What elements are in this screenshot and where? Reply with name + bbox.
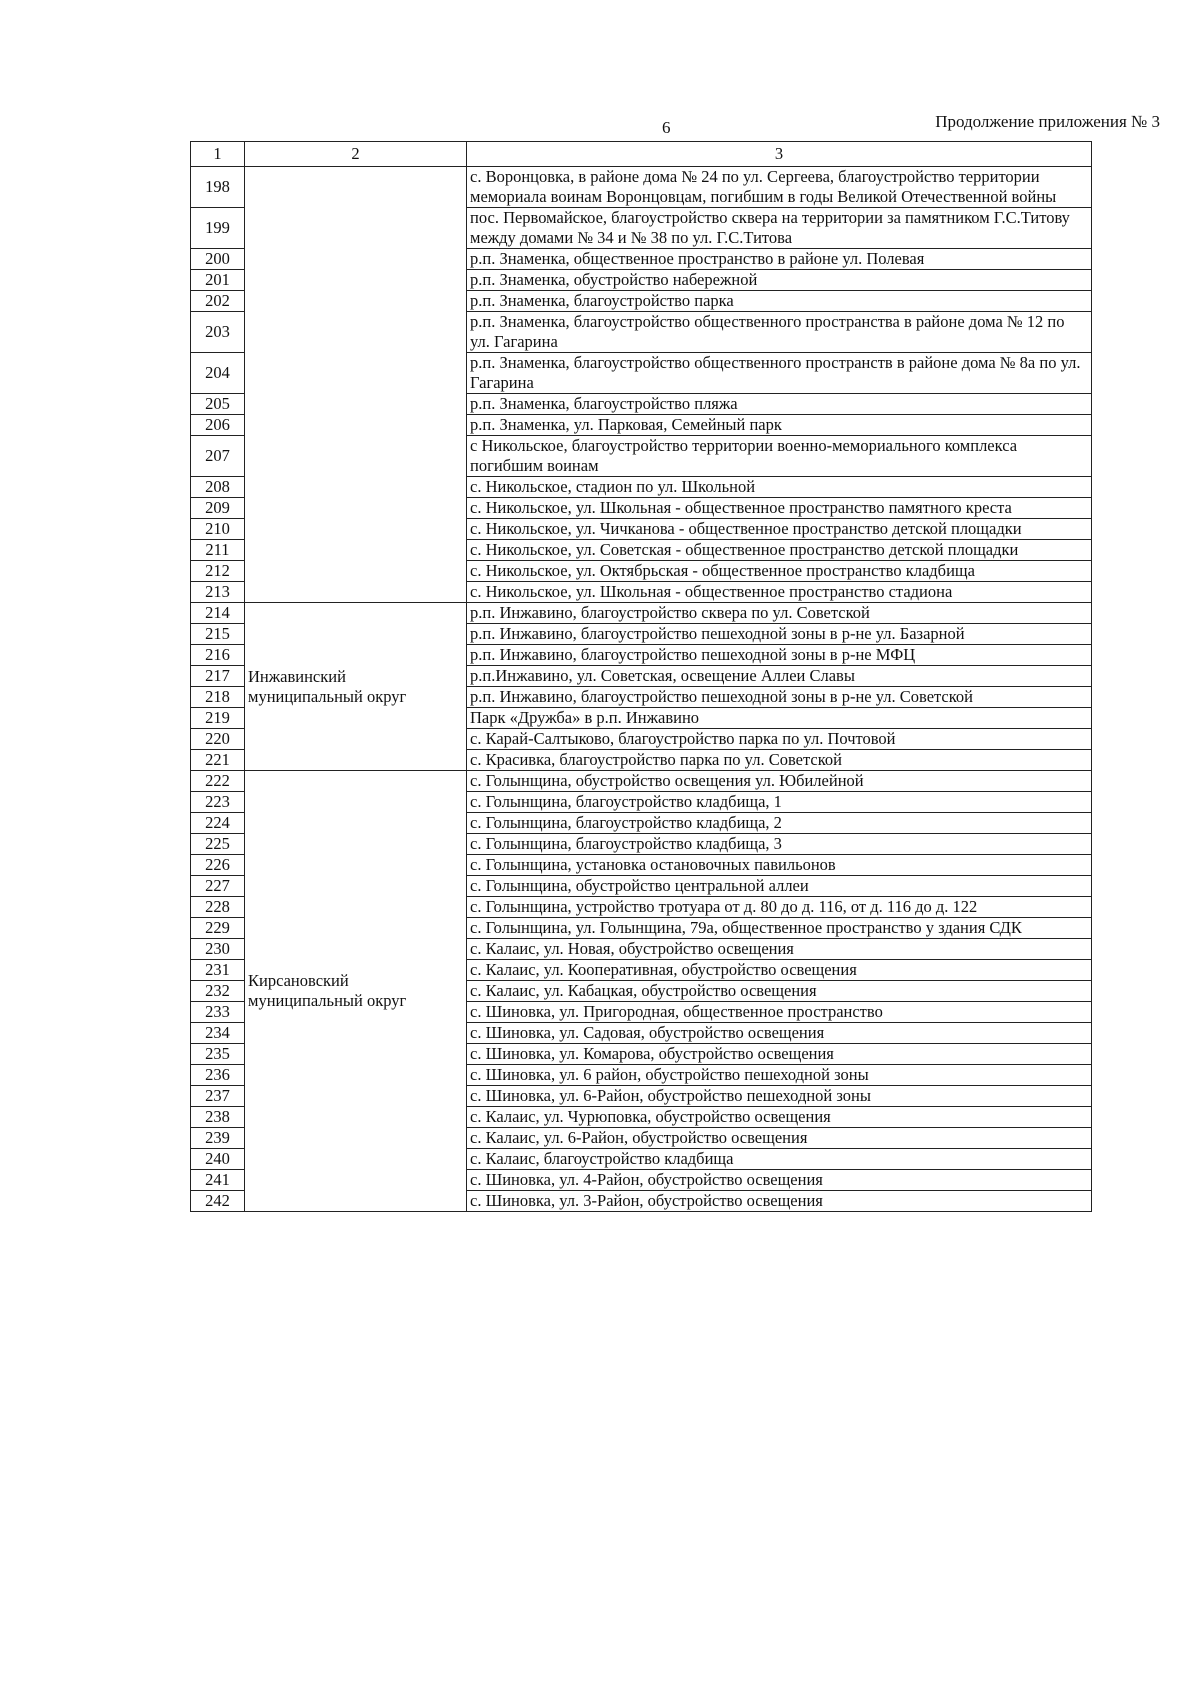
table-row bbox=[191, 603, 1092, 624]
row-number: 225 bbox=[191, 834, 245, 855]
row-number: 234 bbox=[191, 1023, 245, 1044]
object-description: с. Калаис, ул. Чурюповка, обустройство освещения bbox=[467, 1107, 1092, 1128]
row-number: 209 bbox=[191, 498, 245, 519]
object-description: с. Шиновка, ул. 4-Район, обустройство освещения bbox=[467, 1170, 1092, 1191]
object-description: с. Никольское, стадион по ул. Школьной bbox=[467, 477, 1092, 498]
object-description: р.п.Инжавино, ул. Советская, освещение Аллеи Славы bbox=[467, 666, 1092, 687]
row-number: 231 bbox=[191, 960, 245, 981]
object-description: р.п. Знаменка, благоустройство общественного пространства в районе дома № 12 по ул. Гагарина bbox=[467, 312, 1092, 353]
object-description: с. Никольское, ул. Октябрьская - общественное пространство кладбища bbox=[467, 561, 1092, 582]
object-description: с. Голынщина, обустройство освещения ул. Юбилейной bbox=[467, 771, 1092, 792]
row-number: 233 bbox=[191, 1002, 245, 1023]
municipality-cell: Кирсановский муниципальный округ bbox=[245, 771, 467, 1212]
object-description: с. Голынщина, установка остановочных павильонов bbox=[467, 855, 1092, 876]
row-number: 202 bbox=[191, 291, 245, 312]
row-number: 220 bbox=[191, 729, 245, 750]
row-number: 214 bbox=[191, 603, 245, 624]
row-number: 210 bbox=[191, 519, 245, 540]
object-description: с. Шиновка, ул. Пригородная, общественное пространство bbox=[467, 1002, 1092, 1023]
object-description: Парк «Дружба» в р.п. Инжавино bbox=[467, 708, 1092, 729]
row-number: 239 bbox=[191, 1128, 245, 1149]
object-description: с. Голынщина, ул. Голынщина, 79а, общественное пространство у здания СДК bbox=[467, 918, 1092, 939]
object-description: с. Голынщина, устройство тротуара от д. 80 до д. 116, от д. 116 до д. 122 bbox=[467, 897, 1092, 918]
object-description: с. Шиновка, ул. Комарова, обустройство освещения bbox=[467, 1044, 1092, 1065]
object-description: р.п. Знаменка, обустройство набережной bbox=[467, 270, 1092, 291]
object-description: р.п. Инжавино, благоустройство сквера по ул. Советской bbox=[467, 603, 1092, 624]
row-number: 211 bbox=[191, 540, 245, 561]
object-description: р.п. Знаменка, благоустройство парка bbox=[467, 291, 1092, 312]
row-number: 224 bbox=[191, 813, 245, 834]
table-header-row bbox=[191, 142, 1092, 167]
row-number: 228 bbox=[191, 897, 245, 918]
row-number: 237 bbox=[191, 1086, 245, 1107]
column-header-description: 3 bbox=[467, 142, 1092, 167]
object-description: с. Голынщина, обустройство центральной аллеи bbox=[467, 876, 1092, 897]
row-number: 213 bbox=[191, 582, 245, 603]
row-number: 240 bbox=[191, 1149, 245, 1170]
object-description: с. Калаис, ул. Кабацкая, обустройство освещения bbox=[467, 981, 1092, 1002]
object-description: с. Красивка, благоустройство парка по ул. Советской bbox=[467, 750, 1092, 771]
municipality-cell bbox=[245, 167, 467, 603]
row-number: 201 bbox=[191, 270, 245, 291]
row-number: 221 bbox=[191, 750, 245, 771]
municipality-cell: Инжавинский муниципальный округ bbox=[245, 603, 467, 771]
row-number: 198 bbox=[191, 167, 245, 208]
object-description: с. Шиновка, ул. Садовая, обустройство освещения bbox=[467, 1023, 1092, 1044]
object-description: р.п. Инжавино, благоустройство пешеходной зоны в р-не МФЦ bbox=[467, 645, 1092, 666]
row-number: 226 bbox=[191, 855, 245, 876]
object-description: с. Калаис, ул. 6-Район, обустройство освещения bbox=[467, 1128, 1092, 1149]
object-description: с. Голынщина, благоустройство кладбища, 1 bbox=[467, 792, 1092, 813]
object-description: р.п. Знаменка, благоустройство пляжа bbox=[467, 394, 1092, 415]
row-number: 222 bbox=[191, 771, 245, 792]
object-description: с. Калаис, ул. Новая, обустройство освещения bbox=[467, 939, 1092, 960]
object-description: с. Воронцовка, в районе дома № 24 по ул. Сергеева, благоустройство территории мемориала воинам Воронцовцам, погибшим в годы Великой Отечественной войны bbox=[467, 167, 1092, 208]
row-number: 215 bbox=[191, 624, 245, 645]
row-number: 219 bbox=[191, 708, 245, 729]
object-description: с. Голынщина, благоустройство кладбища, 3 bbox=[467, 834, 1092, 855]
object-description: с. Шиновка, ул. 6 район, обустройство пешеходной зоны bbox=[467, 1065, 1092, 1086]
row-number: 242 bbox=[191, 1191, 245, 1212]
object-description: с. Калаис, благоустройство кладбища bbox=[467, 1149, 1092, 1170]
appendix-continuation-label: Продолжение приложения № 3 bbox=[935, 112, 1160, 131]
object-description: с. Никольское, ул. Советская - общественное пространство детской площадки bbox=[467, 540, 1092, 561]
row-number: 238 bbox=[191, 1107, 245, 1128]
row-number: 229 bbox=[191, 918, 245, 939]
row-number: 235 bbox=[191, 1044, 245, 1065]
object-description: с. Никольское, ул. Чичканова - общественное пространство детской площадки bbox=[467, 519, 1092, 540]
object-description: с. Никольское, ул. Школьная - общественное пространство памятного креста bbox=[467, 498, 1092, 519]
row-number: 212 bbox=[191, 561, 245, 582]
row-number: 208 bbox=[191, 477, 245, 498]
page-number: 6 bbox=[662, 118, 671, 137]
row-number: 206 bbox=[191, 415, 245, 436]
object-description: с. Шиновка, ул. 6-Район, обустройство пешеходной зоны bbox=[467, 1086, 1092, 1107]
column-header-municipality: 2 bbox=[245, 142, 467, 167]
object-description: с. Карай-Салтыково, благоустройство парка по ул. Почтовой bbox=[467, 729, 1092, 750]
object-description: р.п. Инжавино, благоустройство пешеходной зоны в р-не ул. Советской bbox=[467, 687, 1092, 708]
object-description: р.п. Инжавино, благоустройство пешеходной зоны в р-не ул. Базарной bbox=[467, 624, 1092, 645]
table-row bbox=[191, 167, 1092, 208]
row-number: 216 bbox=[191, 645, 245, 666]
row-number: 223 bbox=[191, 792, 245, 813]
object-description: р.п. Знаменка, общественное пространство в районе ул. Полевая bbox=[467, 249, 1092, 270]
row-number: 205 bbox=[191, 394, 245, 415]
object-description: пос. Первомайское, благоустройство сквера на территории за памятником Г.С.Титову между домами № 34 и № 38 по ул. Г.С.Титова bbox=[467, 208, 1092, 249]
object-description: с. Никольское, ул. Школьная - общественное пространство стадиона bbox=[467, 582, 1092, 603]
object-description: р.п. Знаменка, ул. Парковая, Семейный парк bbox=[467, 415, 1092, 436]
column-header-number: 1 bbox=[191, 142, 245, 167]
row-number: 217 bbox=[191, 666, 245, 687]
table-row bbox=[191, 771, 1092, 792]
table-body bbox=[191, 167, 1092, 1212]
row-number: 203 bbox=[191, 312, 245, 353]
row-number: 218 bbox=[191, 687, 245, 708]
object-description: с Никольское, благоустройство территории военно-мемориального комплекса погибшим воинам bbox=[467, 436, 1092, 477]
object-description: р.п. Знаменка, благоустройство общественного пространств в районе дома № 8а по ул. Гагарина bbox=[467, 353, 1092, 394]
row-number: 232 bbox=[191, 981, 245, 1002]
row-number: 207 bbox=[191, 436, 245, 477]
object-description: с. Голынщина, благоустройство кладбища, 2 bbox=[467, 813, 1092, 834]
row-number: 200 bbox=[191, 249, 245, 270]
row-number: 236 bbox=[191, 1065, 245, 1086]
row-number: 199 bbox=[191, 208, 245, 249]
row-number: 230 bbox=[191, 939, 245, 960]
object-description: с. Шиновка, ул. 3-Район, обустройство освещения bbox=[467, 1191, 1092, 1212]
object-description: с. Калаис, ул. Кооперативная, обустройство освещения bbox=[467, 960, 1092, 981]
row-number: 227 bbox=[191, 876, 245, 897]
row-number: 241 bbox=[191, 1170, 245, 1191]
objects-table bbox=[190, 141, 1092, 1212]
row-number: 204 bbox=[191, 353, 245, 394]
